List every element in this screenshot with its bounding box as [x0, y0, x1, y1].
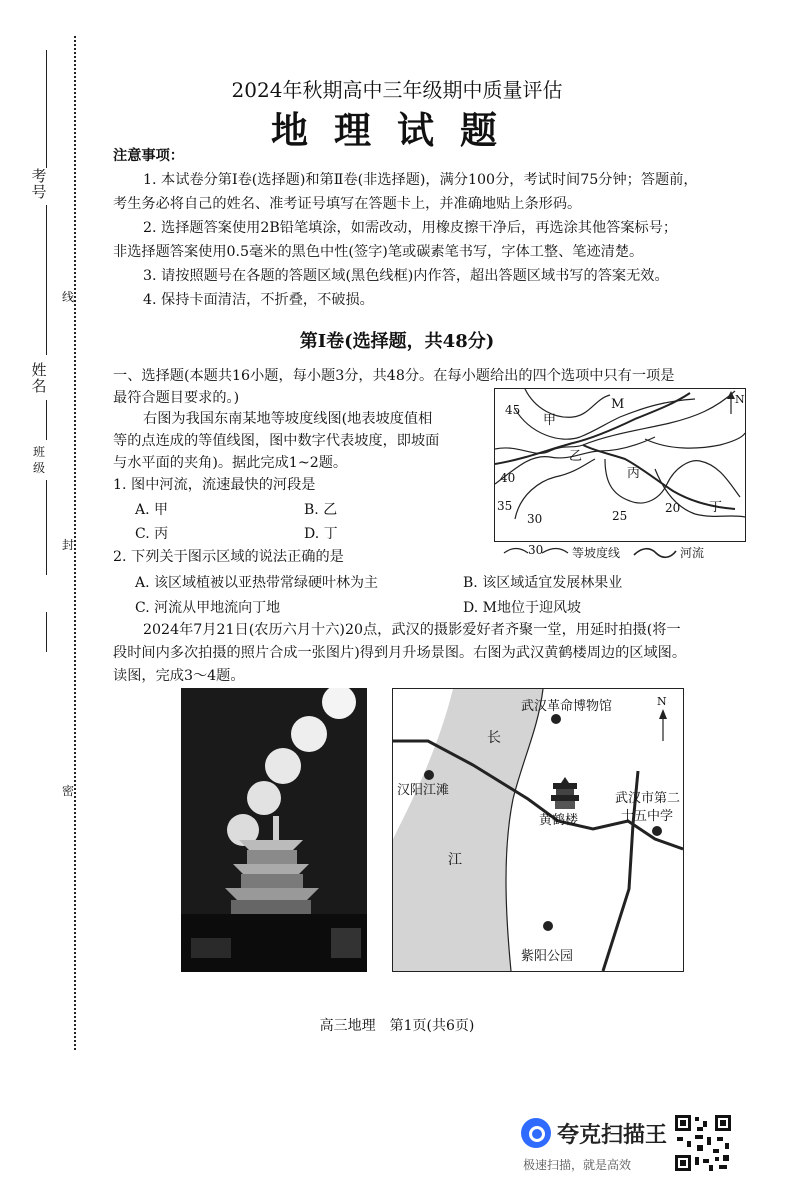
q1-option-a: A. 甲: [135, 502, 169, 518]
contour-label-20: 20: [665, 501, 681, 515]
place-m: M: [611, 397, 625, 412]
label-museum: 武汉革命博物馆: [521, 699, 613, 714]
legend-sample-number: 30: [528, 543, 544, 557]
class-underline: [46, 480, 47, 575]
notice-line-3: 2. 选择题答案使用2B铅笔填涂，如需改动，用橡皮擦干净后，再选涂其他答案标号；: [143, 220, 678, 236]
binding-dotted-line: [74, 36, 76, 1050]
slope-contour-map: [494, 388, 746, 542]
binding-word-secret: 密: [62, 784, 75, 798]
question-2: 2. 下列关于图示区域的说法正确的是: [113, 549, 344, 565]
legend-contour-text: 等坡度线: [572, 546, 621, 560]
contour-label-25: 25: [612, 509, 628, 523]
moonrise-photo: [181, 688, 367, 972]
subject-title: 地理试题: [271, 108, 523, 152]
name-underline-2: [46, 400, 47, 440]
huanghe-area-map: [392, 688, 684, 972]
binding-word-seal: 封: [62, 538, 75, 552]
contour-label-30: 30: [527, 512, 543, 526]
q1-option-b: B. 乙: [304, 502, 338, 518]
q2-option-c: C. 河流从甲地流向丁地: [135, 600, 281, 616]
contour-label-45: 45: [505, 403, 521, 417]
qr-code-icon: [673, 1113, 733, 1173]
class-label: 班级: [32, 445, 45, 475]
place-ding: 丁: [709, 500, 723, 515]
label-jiang: 江: [448, 852, 462, 868]
scanner-brand: [521, 1112, 671, 1172]
place-yi: 乙: [569, 449, 583, 464]
q34-stem-3: 读图，完成3～4题。: [113, 668, 245, 684]
place-jia: 甲: [543, 413, 557, 428]
place-bing: 丙: [627, 466, 641, 481]
q34-stem-1: 2024年7月21日(农历六月十六)20点，武汉的摄影爱好者齐聚一堂，用延时拍摄(将一: [143, 622, 681, 638]
label-park: 紫阳公园: [521, 949, 574, 964]
notice-line-5: 3. 请按照题号在各题的答题区域(黑色线框)内作答，超出答题区域书写的答案无效。: [143, 268, 669, 284]
label-huanghelou: 黄鹤楼: [539, 813, 579, 828]
q2-option-b: B. 该区域适宜发展林果业: [463, 575, 623, 591]
notice-line-6: 4. 保持卡面清洁，不折叠，不破损。: [143, 292, 374, 308]
label-chang: 长: [487, 730, 501, 746]
label-school-line2: 十五中学: [621, 809, 674, 824]
section-intro-2: 最符合题目要求的。): [113, 390, 240, 406]
exam-number-label: 考号: [31, 167, 47, 201]
seat-underline: [46, 612, 47, 652]
q1-option-c: C. 丙: [135, 526, 169, 542]
section-intro-1: 一、选择题(本题共16小题，每小题3分，共48分。在每小题给出的四个选项中只有一项是: [113, 368, 675, 384]
exam-title: 2024年秋期高中三年级期中质量评估: [231, 78, 563, 102]
binding-word-line: 线: [62, 290, 75, 304]
map1-north-label: N: [735, 393, 745, 406]
q2-option-a: A. 该区域植被以亚热带常绿硬叶林为主: [135, 575, 379, 591]
question-1: 1. 图中河流，流速最快的河段是: [113, 477, 316, 493]
q34-stem-2: 段时间内多次拍摄的照片合成一张图片)得到月升场景图。右图为武汉黄鹤楼周边的区域图。: [113, 645, 687, 661]
brand-name: 夸克扫描王: [557, 1123, 668, 1148]
contour-label-35: 35: [497, 499, 513, 513]
contour-label-40: 40: [500, 471, 516, 485]
notice-line-1: 1. 本试卷分第Ⅰ卷(选择题)和第Ⅱ卷(非选择题)，满分100分，考试时间75分钟；答题前，: [143, 172, 698, 188]
q1-option-d: D. 丁: [304, 526, 338, 542]
map2-north-label: N: [657, 695, 667, 708]
label-hanyang: 汉阳江滩: [397, 783, 450, 798]
legend-river-text: 河流: [680, 546, 705, 560]
q2-option-d: D. M地位于迎风坡: [463, 600, 581, 616]
notice-heading: 注意事项：: [113, 148, 184, 164]
notice-line-4: 非选择题答案使用0.5毫米的黑色中性(签字)笔或碳素笔书写，字体工整、笔迹清楚。: [113, 244, 644, 260]
q12-stem-1: 右图为我国东南某地等坡度线图(地表坡度值相: [143, 411, 433, 427]
brand-logo-icon: [521, 1118, 551, 1148]
brand-slogan: 极速扫描，就是高效: [523, 1158, 632, 1172]
section-title: 第Ⅰ卷(选择题，共48分): [299, 331, 495, 352]
name-label: 姓名: [31, 361, 47, 395]
q12-stem-3: 与水平面的夹角)。据此完成1~2题。: [113, 455, 348, 471]
q12-stem-2: 等的点连成的等值线图，图中数字代表坡度，即坡面: [113, 433, 440, 449]
page-footer: 高三地理 第1页(共6页): [319, 1018, 475, 1034]
notice-line-2: 考生务必将自己的姓名、准考证号填写在答题卡上，并准确地贴上条形码。: [113, 196, 582, 212]
label-school-line1: 武汉市第二: [615, 791, 681, 806]
